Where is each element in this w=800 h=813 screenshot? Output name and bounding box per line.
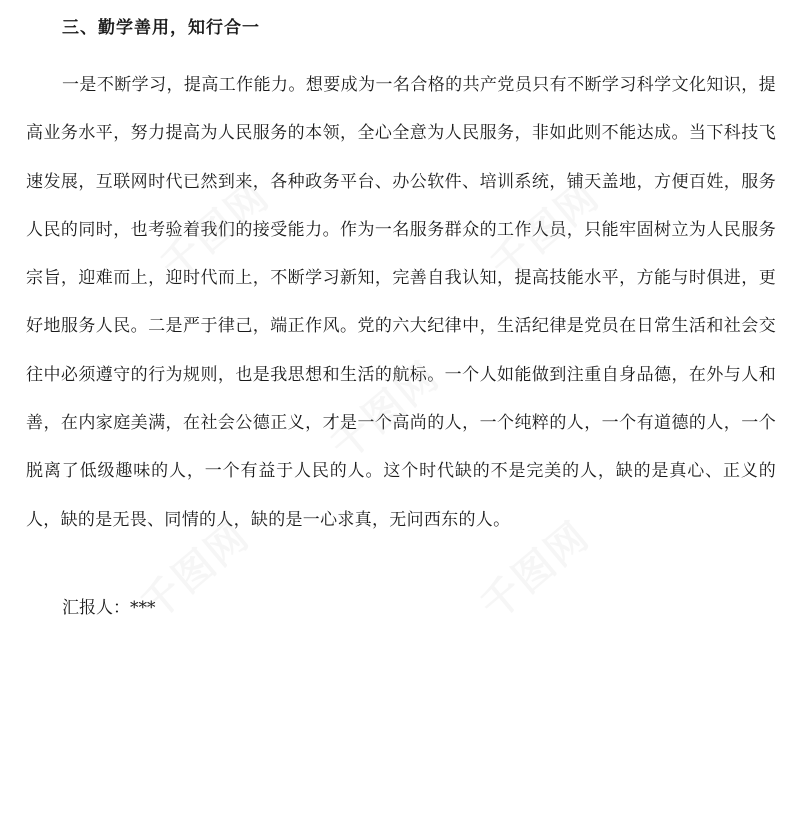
watermark: 千图网 [472,513,599,630]
body-paragraph: 一是不断学习，提高工作能力。想要成为一名合格的共产党员只有不断学习科学文化知识，提高业务水平，努力提高为人民服务的本领，全心全意为人民服务，非如此则不能达成。当下科技飞速发展，互联网时代已然到来，各种政务平台、办公软件、培训系统，铺天盖地，方便百姓，服务人民的同时，也考验着我们的接受能力。作为一名服务群众的工作人员，只能牢固树立为人民服务宗旨，迎难而上，迎时代而上，不断学习新知，完善自我认知，提高技能水平，方能与时俱进，更好地服务人民。二是严于律己，端正作风。党的六大纪律中，生活纪律是党员在日常生活和社会交往中必须遵守的行为规则，也是我思想和生活的航标。一个人如能做到注重自身品德，在外与人和善，在内家庭美满，在社会公德正义，才是一个高尚的人，一个纯粹的人，一个有道德的人，一个脱离了低级趣味的人，一个有益于人民的人。这个时代缺的不是完美的人，缺的是真心、正义的人，缺的是无畏、同情的人，缺的是一心求真，无问西东的人。 [26,75,776,530]
watermark: 千图网 [152,173,279,290]
section-heading: 三、勤学善用，知行合一 [62,18,260,38]
watermark: 千图网 [322,353,449,470]
reporter-line: 汇报人：*** [62,598,156,618]
watermark: 千图网 [482,173,609,290]
watermark: 千图网 [132,513,259,630]
